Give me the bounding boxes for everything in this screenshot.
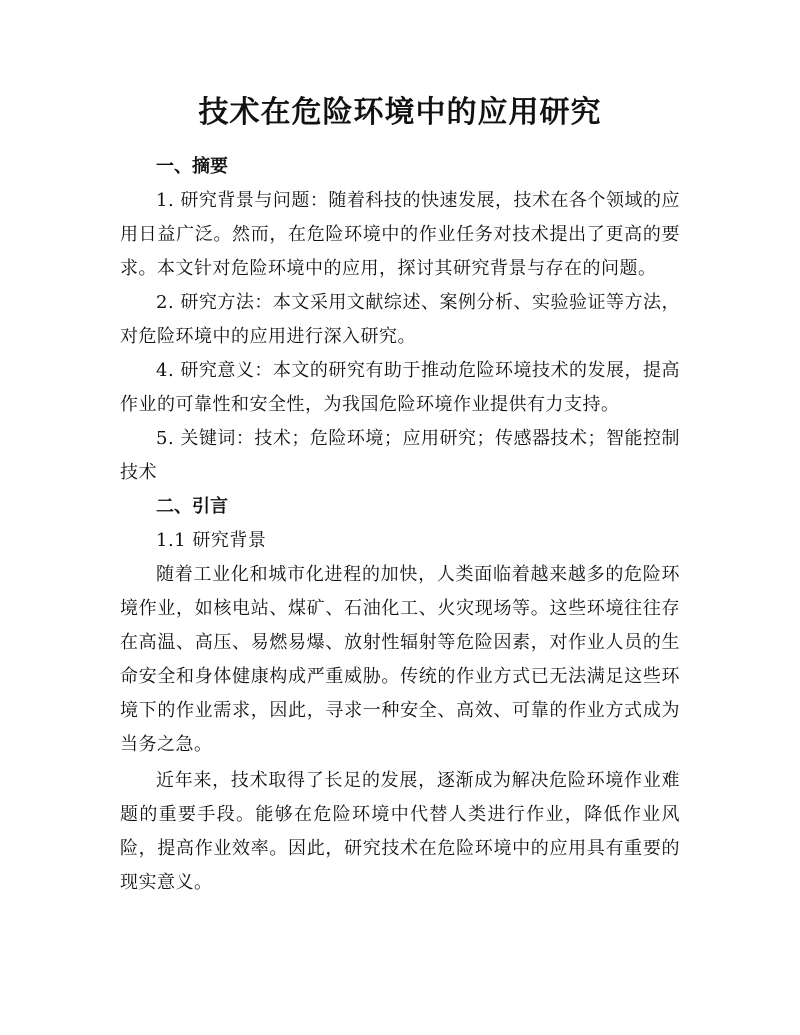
section-heading-abstract: 一、摘要 (156, 156, 228, 177)
abstract-item-significance: 4. 研究意义：本文的研究有助于推动危险环境技术的发展，提高作业的可靠性和安全性，为我国危险环境作业提供有力支持。 (120, 360, 680, 415)
abstract-item-background: 1. 研究背景与问题：随着科技的快速发展，技术在各个领域的应用日益广泛。然而，在危险环境中的作业任务对技术提出了更高的要求。本文针对危险环境中的应用，探讨其研究背景与存在的问题。 (120, 190, 680, 279)
abstract-item-method: 2. 研究方法：本文采用文献综述、案例分析、实验验证等方法，对危险环境中的应用进行深入研究。 (120, 292, 680, 347)
section-heading-introduction: 二、引言 (156, 496, 228, 517)
intro-paragraph-1: 随着工业化和城市化进程的加快，人类面临着越来越多的危险环境作业，如核电站、煤矿、石油化工、火灾现场等。这些环境往往存在高温、高压、易燃易爆、放射性辐射等危险因素，对作业人员的生命安全和身体健康构成严重威胁。传统的作业方式已无法满足这些环境下的作业需求，因此，寻求一种安全、高效、可靠的作业方式成为当务之急。 (120, 564, 680, 755)
intro-paragraph-2: 近年来，技术取得了长足的发展，逐渐成为解决危险环境作业难题的重要手段。能够在危险环境中代替人类进行作业，降低作业风险，提高作业效率。因此，研究技术在危险环境中的应用具有重要的现实意义。 (120, 770, 680, 893)
abstract-item-keywords: 5. 关键词：技术；危险环境；应用研究；传感器技术；智能控制技术 (120, 428, 680, 483)
document-title: 技术在危险环境中的应用研究 (198, 95, 602, 130)
subsection-heading-background: 1.1 研究背景 (156, 530, 267, 551)
